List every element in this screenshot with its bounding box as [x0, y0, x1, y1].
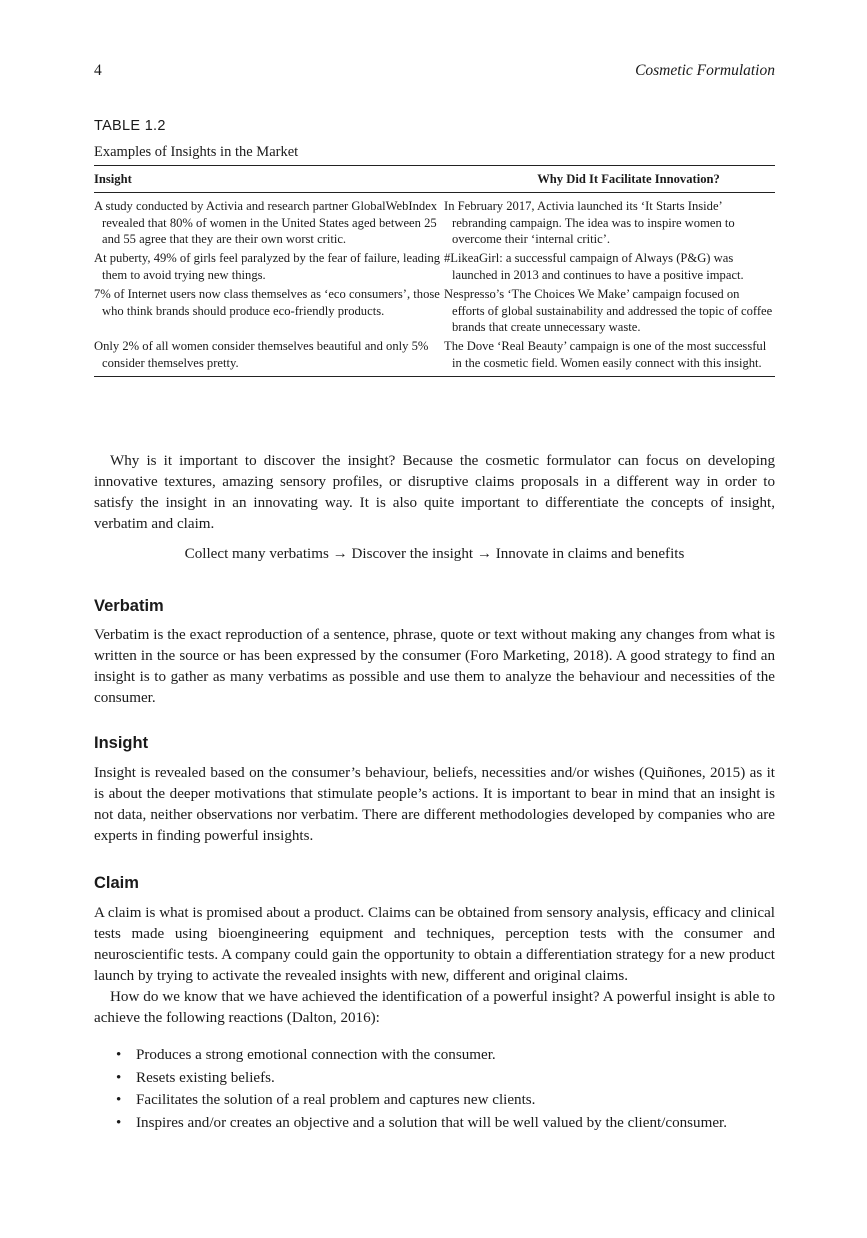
table-row — [94, 338, 775, 376]
verbatim-block — [94, 625, 775, 709]
insight-paragraph: Insight is revealed based on the consumer’s behaviour, beliefs, necessities and/or wishes (Quiñones, 2015) as it is about the deeper motivations that stimulate people’s actions. It is important to bear in mind that an insight is not data, neither observations nor verbatim. There are different methodologies developed by companies who are experts in finding powerful insights. — [94, 765, 775, 844]
claim-paragraph: A claim is what is promised about a product. Claims can be obtained from sensory analysis, efficacy and clinical tests made using bioengineering equipment and techniques, perception tests with the consumer and neuroscientific tests. A company could gain the opportunity to obtain a differentiation strategy for a new product launch by trying to activate the revealed insights with new, different and original claims. — [94, 905, 775, 984]
heading-verbatim: Verbatim — [94, 597, 164, 615]
why-cell: In February 2017, Activia launched its ‘It Starts Inside’ rebranding campaign. The idea was to inspire women to overcome their ‘internal critic’. — [444, 198, 735, 247]
column-header-insight: Insight — [94, 166, 442, 193]
reactions-list — [94, 1044, 775, 1134]
list-item-text: Facilitates the solution of a real problem and captures new clients. — [136, 1092, 536, 1109]
claim-block — [94, 903, 775, 1029]
book-title: Cosmetic Formulation — [635, 62, 775, 79]
flow-line: Collect many verbatims → Discover the insight → Innovate in claims and benefits — [184, 546, 685, 562]
table-row — [94, 250, 775, 286]
heading-insight: Insight — [94, 734, 149, 752]
verbatim-paragraph: Verbatim is the exact reproduction of a sentence, phrase, quote or text without making any changes from what is written in the source or has been expressed by the consumer (Foro Marketing, 2018). A good strategy to find an insight is to gather as many verbatims as possible and use them to analyze the behaviour and necessities of the consumer. — [94, 627, 775, 706]
why-cell: Nespresso’s ‘The Choices We Make’ campaign focused on efforts of global sustainability and addressed the topic of coffee brands that create unnecessary waste. — [444, 286, 773, 335]
page-number: 4 — [94, 62, 102, 79]
heading-claim: Claim — [94, 874, 139, 892]
table-label: TABLE 1.2 — [94, 118, 166, 134]
list-item-text: Produces a strong emotional connection with the consumer. — [136, 1047, 496, 1063]
insight-cell: Only 2% of all women consider themselves beautiful and only 5% consider themselves pretty. — [94, 339, 429, 370]
table-block — [94, 116, 775, 377]
intro-paragraph: Why is it important to discover the insight? Because the cosmetic formulator can focus on developing innovative textures, amazing sensory profiles, or disruptive claims proposals in a different way in order to satisfy the insight in an innovating way. It is also quite important to differentiate the concepts of insight, verbatim and claim. — [94, 453, 775, 532]
bullet-icon: • — [116, 1069, 122, 1086]
bullet-icon: • — [116, 1047, 122, 1063]
bullet-icon: • — [116, 1114, 122, 1131]
why-cell: #LikeaGirl: a successful campaign of Always (P&G) was launched in 2013 and continues to have a positive impact. — [444, 251, 744, 282]
column-header-why: Why Did It Facilitate Innovation? — [442, 166, 775, 193]
table-row — [94, 192, 775, 250]
list-item — [94, 1067, 775, 1090]
list-item — [94, 1089, 775, 1112]
running-header — [94, 62, 775, 82]
claim-paragraph-2: How do we know that we have achieved the identification of a powerful insight? A powerful insight is able to achieve the following reactions (Dalton, 2016): — [94, 989, 775, 1026]
intro-block — [94, 451, 775, 535]
insight-cell: A study conducted by Activia and research partner GlobalWebIndex revealed that 80% of women in the United States aged between 25 and 55 agree that they are their own worst critic. — [94, 198, 438, 247]
list-item-text: Resets existing beliefs. — [136, 1069, 275, 1086]
why-cell: The Dove ‘Real Beauty’ campaign is one of the most successful in the cosmetic field. Women easily connect with this insight. — [444, 339, 767, 370]
list-item — [94, 1044, 775, 1067]
table-caption: Examples of Insights in the Market — [94, 144, 299, 160]
insights-table — [94, 165, 775, 377]
table-row — [94, 286, 775, 338]
insight-block — [94, 763, 775, 847]
bullet-icon: • — [116, 1092, 122, 1109]
table-header-row — [94, 166, 775, 193]
list-item-text: Inspires and/or creates an objective and a solution that will be well valued by the client/consumer. — [136, 1114, 727, 1131]
insight-cell: 7% of Internet users now class themselves as ‘eco consumers’, those who think brands should produce eco-friendly products. — [94, 286, 440, 318]
list-item — [94, 1112, 775, 1135]
insight-cell: At puberty, 49% of girls feel paralyzed by the fear of failure, leading them to avoid trying new things. — [94, 251, 441, 282]
